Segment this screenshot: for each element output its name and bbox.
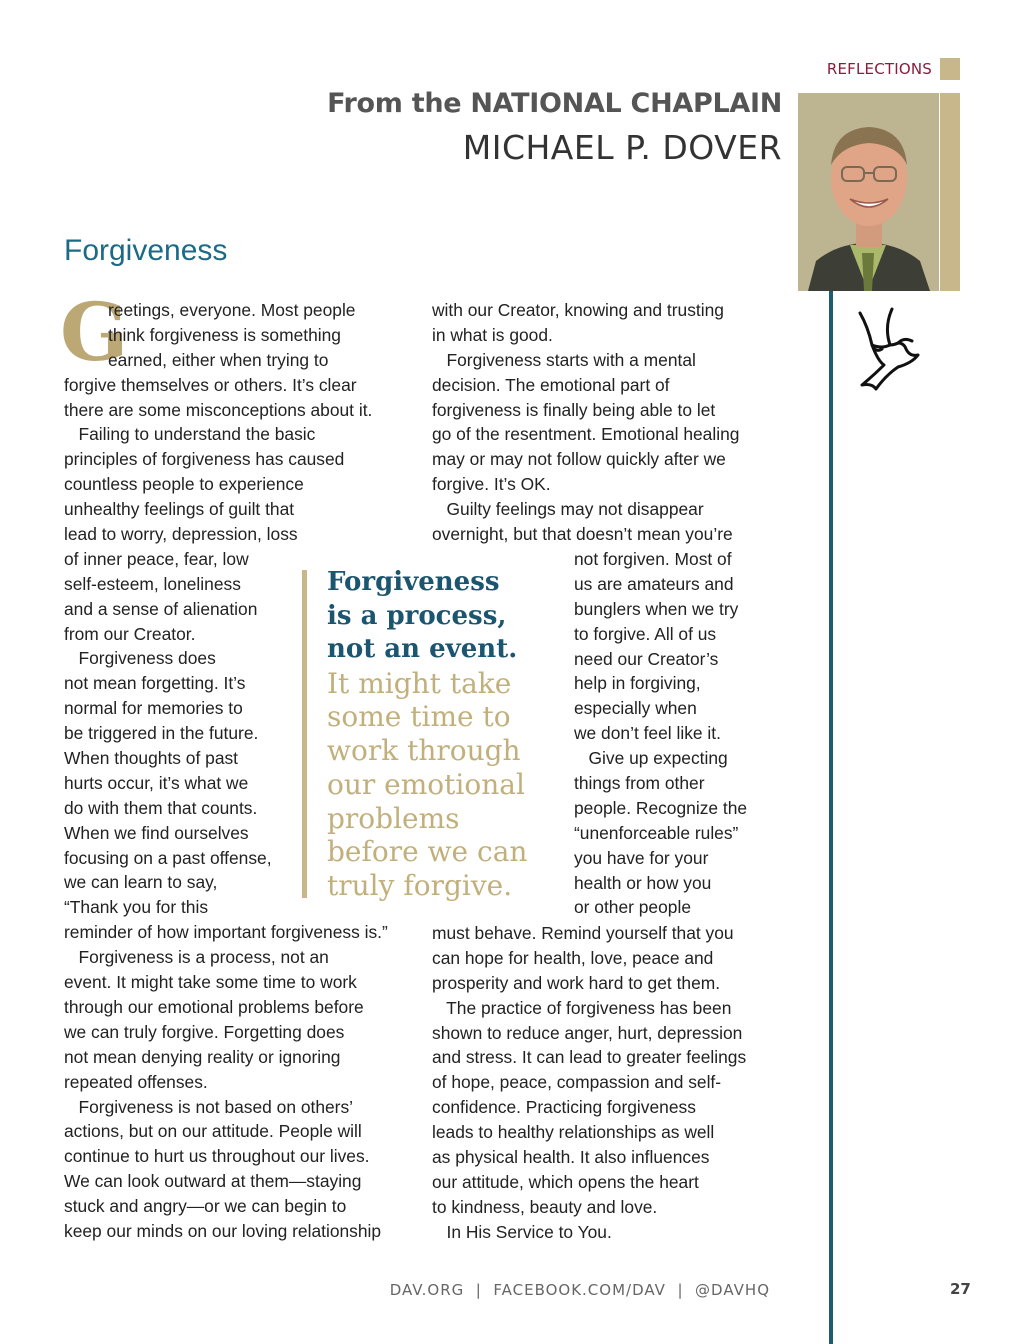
text-line: health or how you xyxy=(574,872,712,893)
column-2-bottom xyxy=(432,921,746,1245)
text-line: think forgiveness is something xyxy=(108,324,341,345)
text-line: unhealthy feelings of guilt that xyxy=(64,499,295,520)
text-line: in what is good. xyxy=(432,324,553,345)
pull-quote-line: work through xyxy=(327,734,521,768)
text-line: and a sense of alienation xyxy=(64,598,258,619)
text-line: “unenforceable rules” xyxy=(574,822,739,843)
author-photo xyxy=(798,93,939,291)
text-line: we can learn to say, xyxy=(64,872,218,893)
text-line: bunglers when we try xyxy=(574,598,739,619)
text-line: do with them that counts. xyxy=(64,797,258,818)
text-line: stuck and angry—or we can begin to xyxy=(64,1196,347,1217)
text-line: our attitude, which opens the heart xyxy=(432,1171,699,1192)
text-line: go of the resentment. Emotional healing xyxy=(432,424,740,445)
text-line: must behave. Remind yourself that you xyxy=(432,923,734,943)
text-line: we can truly forgive. Forgetting does xyxy=(64,1021,345,1042)
text-line: there are some misconceptions about it. xyxy=(64,399,373,420)
pull-quote-line: It might take xyxy=(327,666,512,700)
text-line: When we find ourselves xyxy=(64,822,249,843)
text-line: event. It might take some time to work xyxy=(64,972,357,993)
column-2-top xyxy=(432,298,739,547)
text-line: need our Creator’s xyxy=(574,648,719,669)
text-line: shown to reduce anger, hurt, depression xyxy=(432,1022,743,1043)
text-line: countless people to experience xyxy=(64,474,304,495)
text-line: actions, but on our attitude. People will xyxy=(64,1121,362,1142)
section-marker xyxy=(940,58,960,80)
text-line: Give up expecting xyxy=(574,748,728,769)
text-line: can hope for health, love, peace and xyxy=(432,947,714,968)
text-line: and stress. It can lead to greater feelings xyxy=(432,1047,747,1068)
dove-icon xyxy=(854,305,926,395)
pull-quote-line: is a process, xyxy=(327,600,507,631)
text-line: from our Creator. xyxy=(64,623,196,644)
text-line: Guilty feelings may not disappear xyxy=(432,499,704,520)
text-line: not forgiven. Most of xyxy=(574,549,732,569)
text-line: leads to healthy relationships as well xyxy=(432,1122,715,1143)
text-line: Forgiveness is not based on others’ xyxy=(64,1096,354,1117)
pull-quote-line: some time to xyxy=(327,700,511,734)
pull-quote-line: our emotional xyxy=(327,767,525,801)
text-line: lead to worry, depression, loss xyxy=(64,524,298,545)
text-line: overnight, but that doesn’t mean you’re xyxy=(432,524,733,545)
text-line: Forgiveness is a process, not an xyxy=(64,947,329,968)
text-line: hurts occur, it’s what we xyxy=(64,772,249,793)
text-line: focusing on a past offense, xyxy=(64,847,272,868)
text-line: us are amateurs and xyxy=(574,573,734,594)
column-heading: From the NATIONAL CHAPLAIN xyxy=(327,88,782,119)
text-line: of hope, peace, compassion and self- xyxy=(432,1072,722,1093)
text-line: help in forgiving, xyxy=(574,673,701,694)
text-line: Forgiveness starts with a mental xyxy=(432,349,696,370)
text-line: reminder of how important forgiveness is.” xyxy=(64,922,388,943)
text-line: Forgiveness does xyxy=(64,648,216,669)
text-line: normal for memories to xyxy=(64,698,243,719)
pull-quote-bar xyxy=(302,570,307,898)
text-line: not mean denying reality or ignoring xyxy=(64,1046,341,1067)
text-line: things from other xyxy=(574,773,705,794)
text-line: self-esteem, loneliness xyxy=(64,573,241,594)
text-line: with our Creator, knowing and trusting xyxy=(432,300,724,320)
pull-quote-line: before we can xyxy=(327,835,528,869)
divider-rule xyxy=(829,291,833,1344)
text-line: people. Recognize the xyxy=(574,797,748,818)
text-line: “Thank you for this xyxy=(64,897,209,918)
column-2-narrow xyxy=(574,547,747,920)
text-line: as physical health. It also influences xyxy=(432,1147,710,1168)
text-line: reetings, everyone. Most people xyxy=(108,300,356,320)
text-line: We can look outward at them—staying xyxy=(64,1171,362,1192)
text-line: we don’t feel like it. xyxy=(574,723,721,744)
text-line: principles of forgiveness has caused xyxy=(64,449,345,470)
text-line: may or may not follow quickly after we xyxy=(432,449,726,470)
pull-quote-line: Forgiveness xyxy=(327,567,500,597)
pull-quote-line: problems xyxy=(327,801,460,835)
text-line: The practice of forgiveness has been xyxy=(432,997,732,1018)
text-line: continue to hurt us throughout our lives. xyxy=(64,1146,370,1167)
text-line: In His Service to You. xyxy=(432,1221,612,1242)
text-line: forgive. It’s OK. xyxy=(432,474,551,495)
text-line: be triggered in the future. xyxy=(64,723,259,744)
text-line: confidence. Practicing forgiveness xyxy=(432,1097,696,1118)
text-line: repeated offenses. xyxy=(64,1071,208,1092)
text-line: especially when xyxy=(574,698,697,719)
pull-quote xyxy=(327,566,527,903)
text-line: forgiveness is finally being able to let xyxy=(432,399,716,420)
text-line: keep our minds on our loving relationship xyxy=(64,1220,382,1241)
text-line: through our emotional problems before xyxy=(64,996,364,1017)
section-label: REFLECTIONS xyxy=(826,60,932,78)
article-title: Forgiveness xyxy=(64,234,228,267)
pull-quote-line: truly forgive. xyxy=(327,869,513,902)
photo-accent-bar xyxy=(940,93,960,291)
author-name: MICHAEL P. DOVER xyxy=(462,128,782,167)
text-line: earned, either when trying to xyxy=(108,349,329,370)
drop-cap: G xyxy=(60,285,129,379)
text-line: forgive themselves or others. It’s clear xyxy=(64,374,357,395)
text-line: you have for your xyxy=(574,847,709,868)
footer-links: DAV.ORG | FACEBOOK.COM/DAV | @DAVHQ xyxy=(389,1281,770,1299)
text-line: prosperity and work hard to get them. xyxy=(432,972,721,993)
text-line: decision. The emotional part of xyxy=(432,374,670,395)
pull-quote-line: not an event. xyxy=(327,634,518,665)
page-number: 27 xyxy=(950,1280,971,1298)
text-line: to kindness, beauty and love. xyxy=(432,1196,658,1217)
text-line: of inner peace, fear, low xyxy=(64,548,249,569)
text-line: to forgive. All of us xyxy=(574,623,717,644)
text-line: Failing to understand the basic xyxy=(64,424,316,445)
text-line: When thoughts of past xyxy=(64,748,239,769)
text-line: or other people xyxy=(574,897,691,918)
text-line: not mean forgetting. It’s xyxy=(64,673,246,694)
